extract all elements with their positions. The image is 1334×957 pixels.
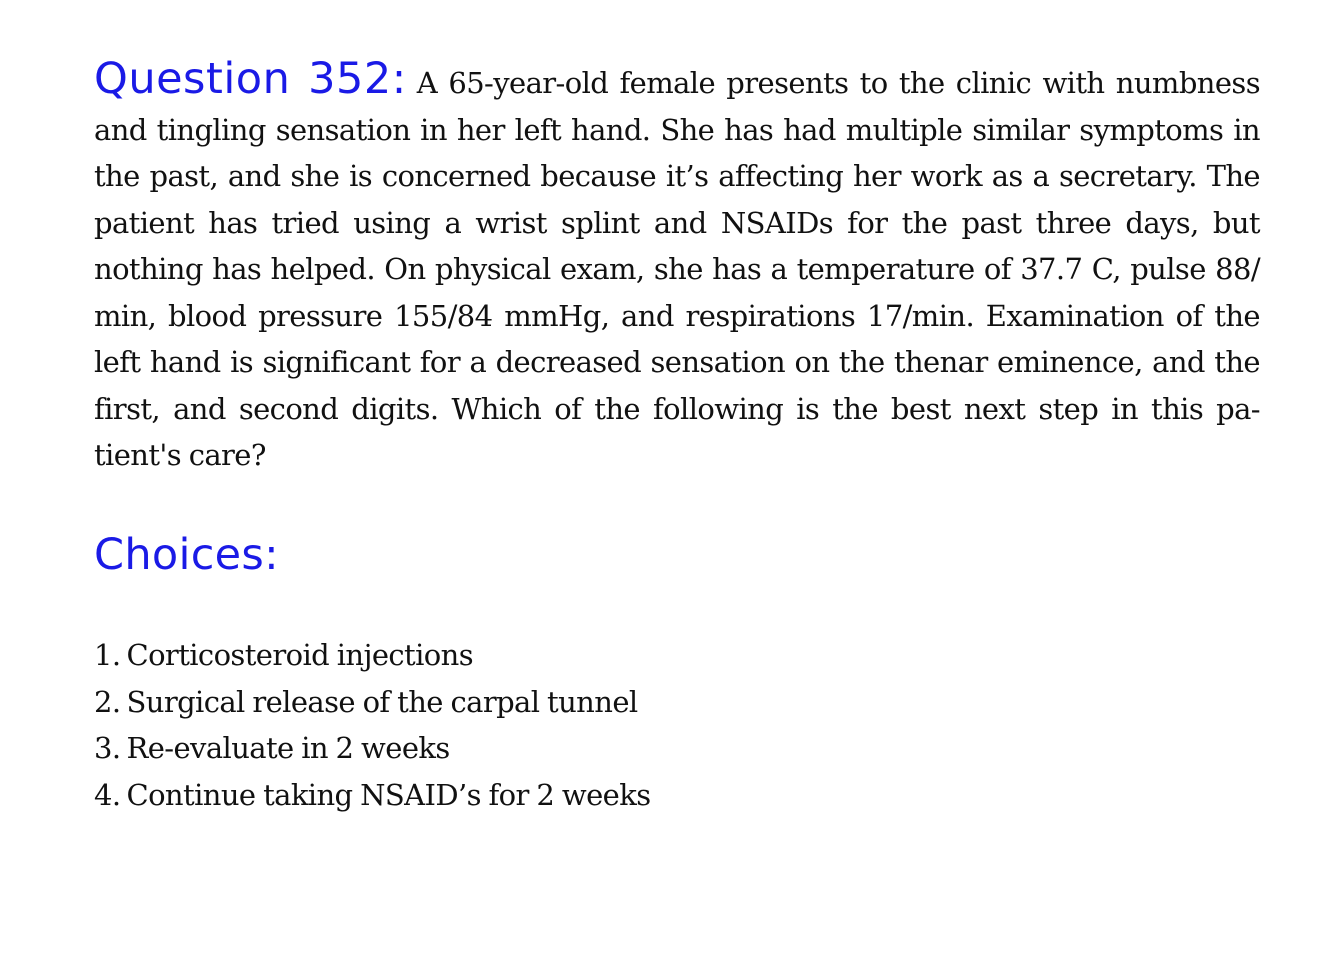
choice-number: 2.: [94, 684, 121, 719]
choices-list: [94, 632, 650, 818]
choice-text: Corticosteroid injections: [126, 638, 473, 672]
question-heading: Question 352:: [94, 54, 407, 104]
choice-item: [94, 725, 650, 772]
choice-item: [94, 772, 650, 819]
choice-text: Continue taking NSAID’s for 2 weeks: [126, 777, 651, 812]
choice-text: Surgical release of the carpal tunnel: [126, 684, 638, 719]
choice-number: 3.: [94, 731, 121, 765]
choice-item: [94, 632, 650, 679]
choice-number: 1.: [94, 638, 121, 672]
question-text: A 65-year-old female presents to the clinic with numbness and tingling sensation in her left hand. She has had multiple similar symptoms in the past, and she is concerned because it’s affecting her work as a secretary. The patient has tried using a wrist splint and NSAIDs for the past three days, but nothing has helped. On physical exam, she has a temperature of 37.7 C, pulse 88/ min, blood pressure 155/84 mmHg, and respirations 17/min. Examination of the left hand is significant for a decreased sensation on the thenar eminence, and the first, and second digits. Which of the following is the best next step in this pa- tient's care?: [94, 66, 1260, 472]
choice-item: [94, 679, 650, 726]
choices-heading: Choices:: [94, 530, 279, 580]
choice-number: 4.: [94, 777, 121, 812]
choice-text: Re-evaluate in 2 weeks: [126, 731, 450, 765]
question-block: [94, 56, 1260, 479]
